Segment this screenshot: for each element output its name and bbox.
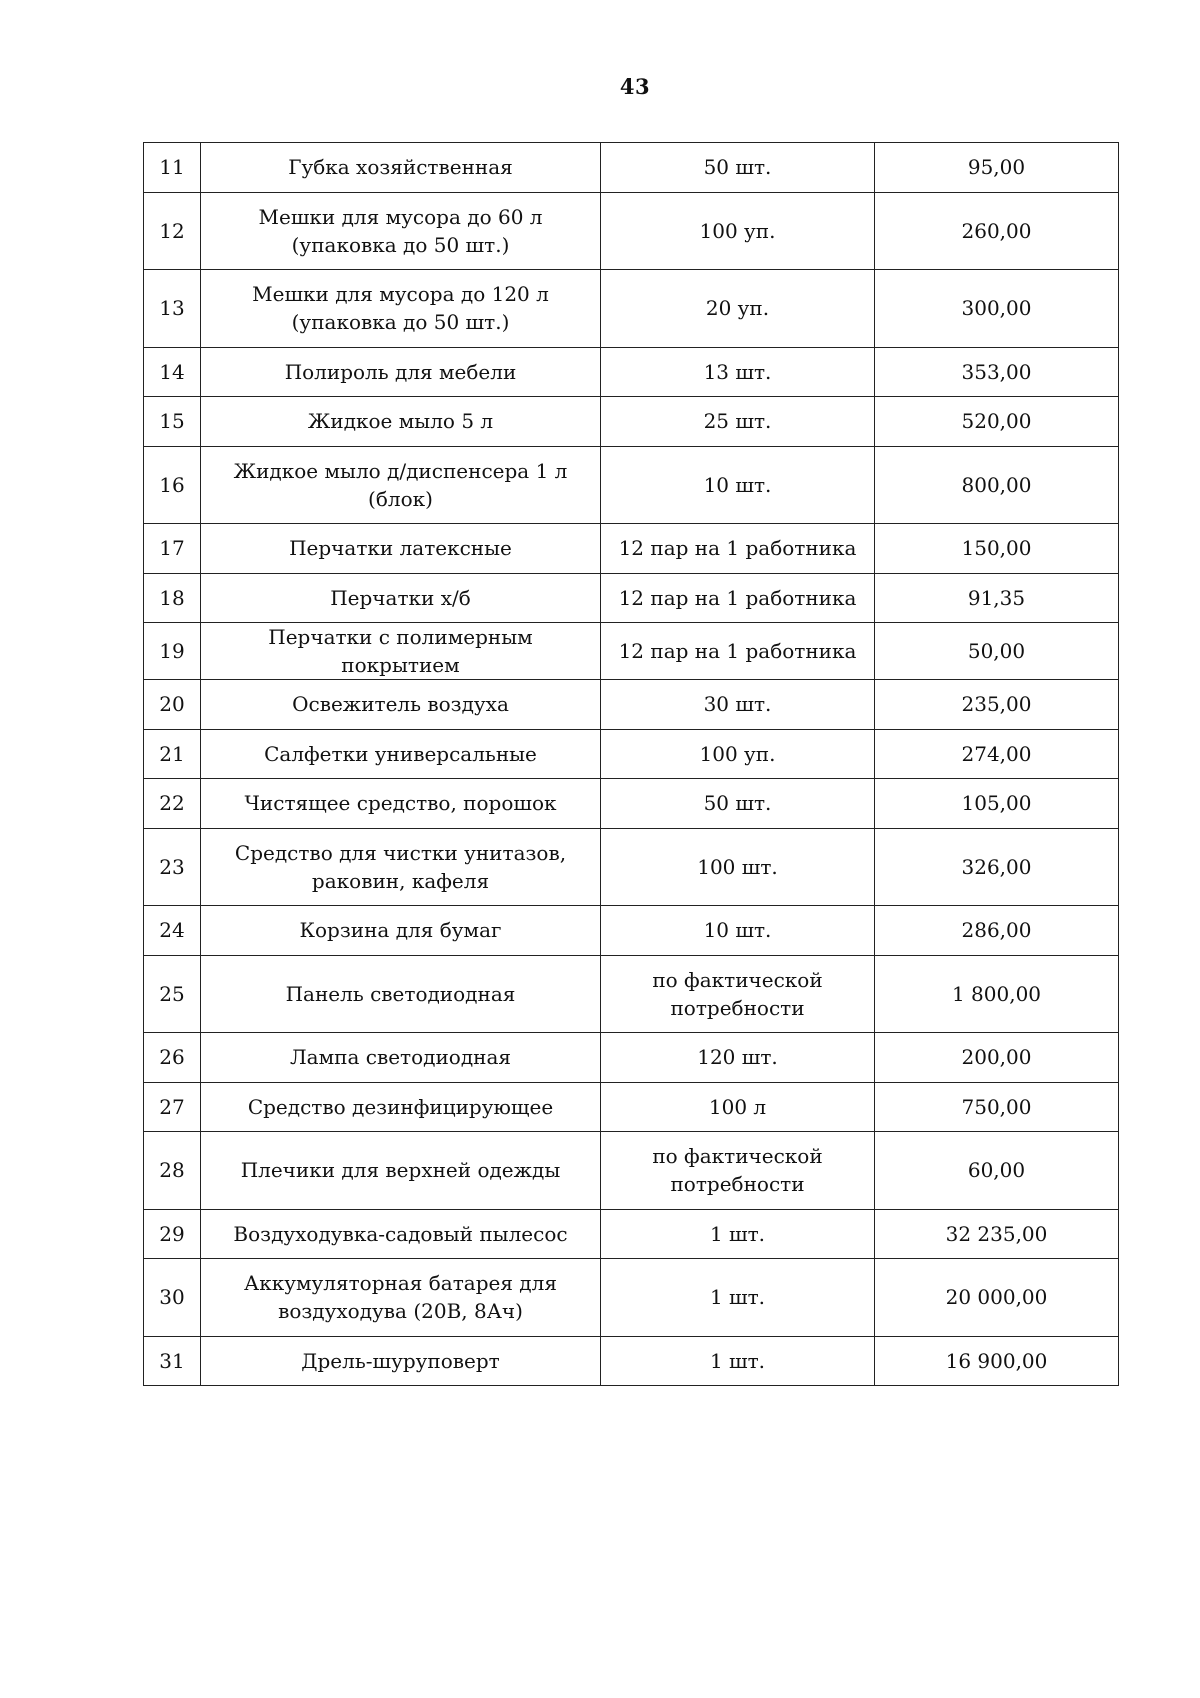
row-number-cell: 13: [144, 270, 201, 348]
table-row: [144, 623, 1119, 680]
item-name-cell: Дрель-шуруповерт: [201, 1336, 601, 1386]
page-number: 43: [619, 74, 651, 99]
item-price-cell: 200,00: [875, 1033, 1119, 1083]
table-row: [144, 1209, 1119, 1259]
item-name-cell: Перчатки с полимерным покрытием: [201, 623, 601, 680]
item-name-cell: Перчатки х/б: [201, 573, 601, 623]
item-price-cell: 286,00: [875, 906, 1119, 956]
item-price-cell: 60,00: [875, 1132, 1119, 1210]
item-name-cell: Жидкое мыло д/диспенсера 1 л (блок): [201, 446, 601, 524]
item-price-cell: 800,00: [875, 446, 1119, 524]
item-name-cell: Аккумуляторная батарея для воздуходува (20В, 8Ач): [201, 1259, 601, 1337]
item-quantity-cell: 12 пар на 1 работника: [601, 573, 875, 623]
item-price-cell: 91,35: [875, 573, 1119, 623]
item-quantity-cell: 100 л: [601, 1082, 875, 1132]
item-quantity-cell: 1 шт.: [601, 1259, 875, 1337]
item-price-cell: 235,00: [875, 680, 1119, 730]
row-number-cell: 30: [144, 1259, 201, 1337]
row-number-cell: 25: [144, 955, 201, 1033]
item-name-cell: Воздуходувка-садовый пылесос: [201, 1209, 601, 1259]
row-number-cell: 11: [144, 143, 201, 193]
row-number-cell: 22: [144, 779, 201, 829]
row-number-cell: 24: [144, 906, 201, 956]
item-price-cell: 16 900,00: [875, 1336, 1119, 1386]
item-price-cell: 150,00: [875, 524, 1119, 574]
item-quantity-cell: 50 шт.: [601, 779, 875, 829]
row-number-cell: 19: [144, 623, 201, 680]
item-name-cell: Чистящее средство, порошок: [201, 779, 601, 829]
item-name-cell: Плечики для верхней одежды: [201, 1132, 601, 1210]
table-row: [144, 828, 1119, 906]
table-row: [144, 192, 1119, 270]
item-price-cell: 260,00: [875, 192, 1119, 270]
table-row: [144, 270, 1119, 348]
item-price-cell: 520,00: [875, 397, 1119, 447]
row-number-cell: 15: [144, 397, 201, 447]
item-name-cell: Мешки для мусора до 120 л (упаковка до 50 шт.): [201, 270, 601, 348]
item-quantity-cell: 1 шт.: [601, 1209, 875, 1259]
item-name-cell: Средство дезинфицирующее: [201, 1082, 601, 1132]
item-quantity-cell: 25 шт.: [601, 397, 875, 447]
table-row: [144, 729, 1119, 779]
item-price-cell: 326,00: [875, 828, 1119, 906]
item-price-cell: 353,00: [875, 347, 1119, 397]
item-quantity-cell: 10 шт.: [601, 446, 875, 524]
item-price-cell: 274,00: [875, 729, 1119, 779]
row-number-cell: 23: [144, 828, 201, 906]
item-quantity-cell: 30 шт.: [601, 680, 875, 730]
table-row: [144, 779, 1119, 829]
table-row: [144, 955, 1119, 1033]
row-number-cell: 20: [144, 680, 201, 730]
item-quantity-cell: 12 пар на 1 работника: [601, 524, 875, 574]
item-name-cell: Салфетки универсальные: [201, 729, 601, 779]
row-number-cell: 18: [144, 573, 201, 623]
item-name-cell: Средство для чистки унитазов, раковин, кафеля: [201, 828, 601, 906]
item-price-cell: 105,00: [875, 779, 1119, 829]
table-row: [144, 446, 1119, 524]
table-row: [144, 347, 1119, 397]
item-price-cell: 300,00: [875, 270, 1119, 348]
item-name-cell: Губка хозяйственная: [201, 143, 601, 193]
item-price-cell: 20 000,00: [875, 1259, 1119, 1337]
table-row: [144, 1033, 1119, 1083]
item-quantity-cell: 120 шт.: [601, 1033, 875, 1083]
item-price-cell: 95,00: [875, 143, 1119, 193]
row-number-cell: 14: [144, 347, 201, 397]
item-quantity-cell: 100 уп.: [601, 192, 875, 270]
table-row: [144, 1336, 1119, 1386]
item-name-cell: Полироль для мебели: [201, 347, 601, 397]
item-quantity-cell: 100 шт.: [601, 828, 875, 906]
item-quantity-cell: 1 шт.: [601, 1336, 875, 1386]
row-number-cell: 16: [144, 446, 201, 524]
item-quantity-cell: по фактической потребности: [601, 1132, 875, 1210]
items-table-body: [144, 143, 1119, 1386]
item-quantity-cell: 50 шт.: [601, 143, 875, 193]
row-number-cell: 27: [144, 1082, 201, 1132]
item-name-cell: Жидкое мыло 5 л: [201, 397, 601, 447]
row-number-cell: 12: [144, 192, 201, 270]
table-row: [144, 524, 1119, 574]
item-quantity-cell: по фактической потребности: [601, 955, 875, 1033]
item-quantity-cell: 100 уп.: [601, 729, 875, 779]
table-row: [144, 680, 1119, 730]
table-row: [144, 573, 1119, 623]
table-row: [144, 1082, 1119, 1132]
item-price-cell: 750,00: [875, 1082, 1119, 1132]
table-row: [144, 1132, 1119, 1210]
table-row: [144, 906, 1119, 956]
item-quantity-cell: 20 уп.: [601, 270, 875, 348]
item-price-cell: 32 235,00: [875, 1209, 1119, 1259]
item-quantity-cell: 10 шт.: [601, 906, 875, 956]
item-quantity-cell: 13 шт.: [601, 347, 875, 397]
item-name-cell: Освежитель воздуха: [201, 680, 601, 730]
items-table: [143, 142, 1119, 1386]
item-price-cell: 1 800,00: [875, 955, 1119, 1033]
item-name-cell: Мешки для мусора до 60 л (упаковка до 50 шт.): [201, 192, 601, 270]
item-price-cell: 50,00: [875, 623, 1119, 680]
item-name-cell: Лампа светодиодная: [201, 1033, 601, 1083]
row-number-cell: 21: [144, 729, 201, 779]
row-number-cell: 31: [144, 1336, 201, 1386]
item-name-cell: Корзина для бумаг: [201, 906, 601, 956]
table-row: [144, 1259, 1119, 1337]
row-number-cell: 17: [144, 524, 201, 574]
item-quantity-cell: 12 пар на 1 работника: [601, 623, 875, 680]
table-row: [144, 143, 1119, 193]
row-number-cell: 28: [144, 1132, 201, 1210]
table-row: [144, 397, 1119, 447]
row-number-cell: 29: [144, 1209, 201, 1259]
item-name-cell: Панель светодиодная: [201, 955, 601, 1033]
item-name-cell: Перчатки латексные: [201, 524, 601, 574]
row-number-cell: 26: [144, 1033, 201, 1083]
